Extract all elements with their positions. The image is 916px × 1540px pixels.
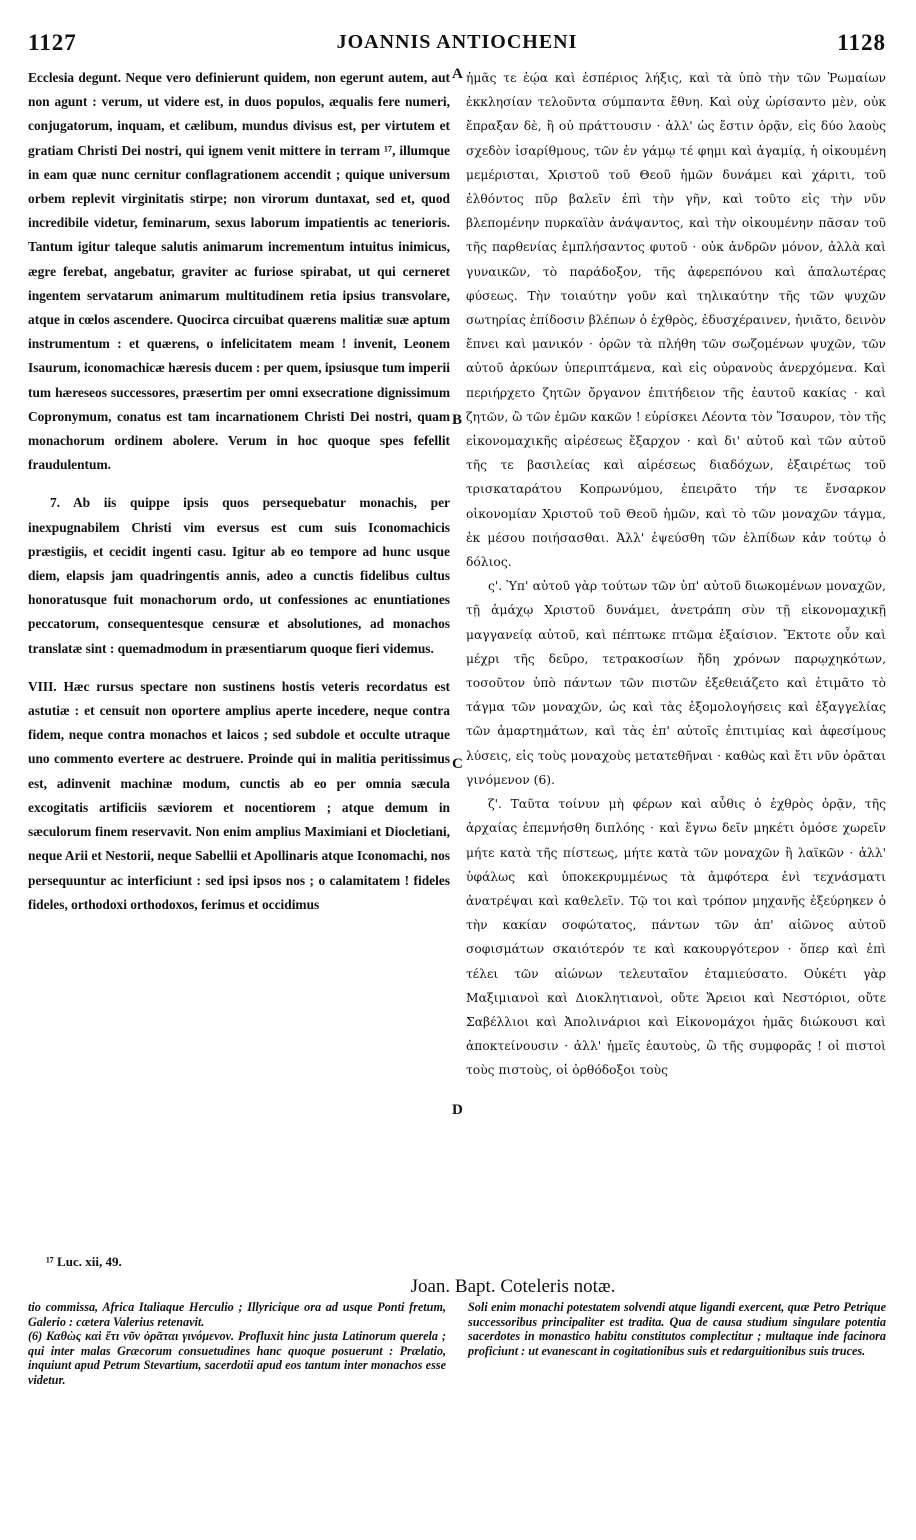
greek-paragraph-2: ς'. Ὑπ' αὐτοῦ γὰρ τούτων τῶν ὑπ' αὐτοῦ διωκομένων μοναχῶν, τῇ ἀμάχῳ Χριστοῦ δυνάμει, ἀνετράπη σὺν τῇ εἰκονομαχικῇ μαγγανείᾳ αὐτοῦ, καὶ πέπτωκε πτῶμα ἐξαίσιον. Ἔκτοτε οὖν καὶ μέχρι τῆς δεῦρο, τετρακοσίων ἤδη χρόνων παρῳχηκότων, τοσοῦτον ὑπὸ πάντων τῶν πιστῶν ἐξεθειάζετο καὶ ἐτιμᾶτο τὸ τάγμα τῶν μοναχῶν, ὡς καὶ τὰς ἐξομολογήσεις καὶ ἐξαγγελίας τῶν ἁμαρτημάτων, καὶ τὰς ἐπ' αὐτοῖς ἐπιτιμίας καὶ ἀφεσίμους λύσεις, εἰς τοὺς μοναχοὺς μετατεθῆναι · καθὼς καὶ ἔτι νῦν ὁρᾶται γινόμενον (6).	[466, 579, 886, 787]
margin-letter-d: D	[452, 1102, 463, 1118]
margin-letter-a: A	[452, 66, 463, 82]
notes-left-column	[28, 1300, 446, 1388]
page-number-left: 1127	[28, 30, 77, 55]
margin-letter-b: B	[452, 412, 463, 428]
running-title: JOANNIS ANTIOCHENI	[336, 31, 578, 53]
latin-column	[28, 66, 450, 917]
note-left-paragraph-1: tio commissa, Africa Italiaque Herculio ; Illyricique ora ad usque Ponti fretum, Galerio : cætera Valerius retenavit.	[28, 1300, 446, 1329]
greek-paragraph-1: ἡμᾶς τε ἑῴα καὶ ἑσπέριος λήξις, καὶ τὰ ὑπὸ τὴν τῶν Ῥωμαίων ἐκκλησίαν τελοῦντα σύμπαντα ἔθνη. Καὶ οὐχ ὡρίσαντο μὲν, οὐκ ἔπραξαν δὲ, ἢ οὐ πράττουσιν · ἀλλ' ὡς ἔστιν ὁρᾷν, εἰς δύο λαοὺς σχεδὸν ἰσαρίθμους, τῶν ἐν γάμῳ τέ φημι καὶ ἀγαμίᾳ, ἡ οἰκουμένη μεμέρισται, Χριστοῦ τοῦ Θεοῦ ἡμῶν δυνάμει καὶ χάριτι, τοῦ ἐλθόντος πῦρ βαλεῖν ἐπὶ τὴν γῆν, καὶ τοῦτο εἰς τὴν νῦν βλεπομένην πυρκαϊὰν ἀνάψαντος, καὶ τὴν οἰκουμένην πᾶσαν τοῦ τῆς παρθενίας ἐμπλήσαντος φυτοῦ · οὐκ ἀνδρῶν μόνον, ἀλλὰ καὶ γυναικῶν, τὸ παράδοξον, τῆς ἀφερεπόνου καὶ ἁπαλωτέρας φύσεως. Τὴν τοιαύτην γοῦν καὶ τηλικαύτην τῆς τῶν ψυχῶν σωτηρίας ἐπίδοσιν βλέπων ὁ ἐχθρὸς, ἐδυσχέραινεν, ἠνιᾶτο, δεινὸν ἔπνει καὶ μανικόν · ὁρῶν τὰ πλήθη τῶν σωζομένων ψυχῶν, τῶν αὐτοῦ ἀρκύων ὑπεριπτάμενα, καὶ εἰς οὐρανοὺς ἀνερχόμενα. Καὶ περιήρχετο ζητῶν ὄργανον ἐπιτήδειον τῆς ἑαυτοῦ κακίας · καὶ ζητῶν, ὢ τῶν ἐμῶν κακῶν ! εὑρίσκει Λέοντα τὸν Ἴσαυρον, τὸν τῆς εἰκονομαχικῆς αἱρέσεως ἔξαρχον · καὶ δι' αὐτοῦ καὶ τῶν αὐτοῦ τῆς τε βασιλείας καὶ αἱρέσεως διαδόχων, ἐξαιρέτως τοῦ τρισκαταράτου Κοπρωνύμου, ἐπειρᾶτο τήν τε ἔνσαρκον οἰκονομίαν Χριστοῦ τοῦ Θεοῦ ἡμῶν, καὶ τὸ τῶν μοναχῶν τάγμα, ἐκ μέσου ποιήσασθαι. Ἀλλ' ἐψεύσθη τῶν ἐλπίδων κἀν τούτῳ ὁ δόλιος.	[466, 71, 886, 570]
notes-right-column	[468, 1300, 886, 1358]
greek-column	[466, 66, 886, 1083]
note-left-paragraph-2: (6) Καθὼς καὶ ἔτι νῦν ὁρᾶται γινόμενον. Profluxit hinc justa Latinorum querela ; qui inter malas Græcorum consuetudines hanc quoque posuerunt : Prælatio, inquiunt apud Petrum Stevartium, sacerdotii apud eos tantum inter monachos esse videtur.	[28, 1329, 446, 1387]
greek-paragraph-3: ζ'. Ταῦτα τοίνυν μὴ φέρων καὶ αὖθις ὁ ἐχθρὸς ὁρᾷν, τῆς ἀρχαίας ἐπεμνήσθη διπλόης · καὶ ἔγνω δεῖν μηκέτι ὁμόσε χωρεῖν μήτε κατὰ τῆς πίστεως, μήτε κατὰ τῶν μοναχῶν ἢ λαϊκῶν · ἀλλ' ὑφάλως καὶ ὑποκεκρυμμένως τὰ ἀμφότερα ἑνὶ τεχνάσματι ἀνατρέψαι καὶ καθελεῖν. Τῷ τοι καὶ τρόπον μηχανῆς ἐξεύρηκεν ὁ τὴν κακίαν σοφώτατος, πάντων τῶν ἀπ' αἰῶνος αὐτοῦ σοφισμάτων σκαιότερόν τε καὶ κακουργότερον · ὅπερ καὶ ἐπὶ τέλει τῶν αἰώνων τελευταῖον ἐταμιεύσατο. Οὐκέτι γὰρ Μαξιμιανοὶ καὶ Διοκλητιανοὶ, οὔτε Ἄρειοι καὶ Νεστόριοι, οὔτε Σαβέλλιοι καὶ Ἀπολινάριοι καὶ Εἰκονομάχοι ἡμᾶς διώκουσι καὶ ἀποκτείνουσιν · ἀλλ' ἡμεῖς ἑαυτοὺς, ὢ τῆς συμφορᾶς ! οἱ πιστοὶ τοὺς πιστοὺς, οἱ ὀρθόδοξοι τοὺς	[466, 797, 886, 1078]
running-header	[28, 30, 886, 66]
notes-title	[0, 1276, 916, 1298]
latin-paragraph-2: 7. Ab iis quippe ipsis quos persequebatur monachis, per inexpugnabilem Christi vim eversus est cum suis Iconomachicis præstigiis, et cecidit ingenti casu. Igitur ab eo tempore ad hunc usque diem, elapsis jam quadringentis annis, adeo a cunctis fidelibus cultus honoratusque fuit monachorum ordo, ut confessiones ac enuntiationes peccatorum, consequentesque censuræ et absolutiones, ad monachos translatæ sint : quemadmodum in præsentiarum quoque fieri videmus.	[28, 495, 450, 656]
footnote: ¹⁷ Luc. xii, 49.	[46, 1254, 122, 1269]
latin-paragraph-3: VIII. Hæc rursus spectare non sustinens hostis veteris recordatus est astutiæ : et censuit non oportere amplius aperte incedere, neque contra fidem, neque contra monachos et laicos ; sed subdole et occulte utraque uno commento evertere ac destruere. Proinde qui in malitia peritissimus est, adinvenit machinæ modum, cunctis ab eo per omnia sæcula excogitatis artificiis sæviorem et nocentiorem ; atque demum in sæculorum finem reservavit. Non enim amplius Maximiani et Diocletiani, neque Arii et Nestorii, neque Sabellii et Apollinaris atque Iconomachi, nos persequuntur ac interficiunt : sed ipsi ipsos nos ; o calamitatem ! fideles fideles, orthodoxi orthodoxos, ferimus et occidimus	[28, 678, 450, 912]
latin-paragraph-1: Ecclesia degunt. Neque vero definierunt quidem, non egerunt autem, aut non agunt : verum, ut videre est, in duos populos, æqualis fere numeri, conjugatorum, inquam, et cælibum, mundus divisus est, per virtutem et gratiam Christi Dei nostri, qui ignem venit mittere in terram ¹⁷, illumque in eam quæ nunc cernitur conflagrationem accendit ; quique universum orbem replevit virginitatis stirpe; non virorum duntaxat, sed et, quod incredibile videtur, feminarum, sexus laborum impatientis ac tenerioris. Tantum igitur taleque salutis animarum incrementum intuitus inimicus, ægre ferebat, angebatur, graviter ac furiose spirabat, ut qui cerneret ingentem servatarum animarum multitudinem retia ipsius transvolare, atque in cœlos ascendere. Quocirca circuibat quærens malitiæ suæ aptum instrumentum : et quærens, o infelicitatem meam ! invenit, Leonem Isaurum, iconomachicæ hæresis ducem : per quem, ipsiusque tum imperii tum hæreseos successores, præsertim per omni exsecratione dignissimum Copronymum, conatus est tam incarnationem Christi Dei nostri, quam monachorum ordinem abolere. Verum in hoc quoque spes fefellit fraudulentum.	[28, 70, 450, 473]
note-right-paragraph-1: Soli enim monachi potestatem solvendi atque ligandi exercent, quæ Petro Petrique successoribus principaliter est tradita. Qua de causa studium singulare potentia sacerdotes in monastico habitu constitutos complectitur ; multaque inde facinora proficiunt : ut evanescant in cogitationibus suis et redarguitionibus suis truces.	[468, 1300, 886, 1358]
page-number-right: 1128	[837, 30, 886, 55]
notes-title-text: Joan. Bapt. Coteleris notæ.	[410, 1276, 616, 1297]
margin-letter-c: C	[452, 756, 463, 772]
